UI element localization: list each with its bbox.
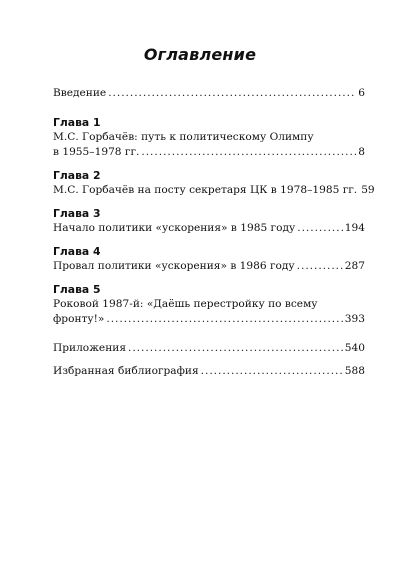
chapter-title-last-line [53, 221, 365, 236]
toc-chapter-5[interactable] [53, 282, 365, 327]
toc-page-number: 393 [344, 313, 365, 325]
dot-leader [128, 341, 343, 356]
chapter-number: Глава 2 [53, 169, 101, 182]
chapter-title-last-line [53, 259, 365, 274]
table-of-contents [53, 86, 375, 379]
toc-page-number: 8 [358, 146, 365, 158]
toc-chapter-4[interactable] [53, 244, 365, 274]
chapter-title-last-line [53, 312, 365, 327]
dot-leader [201, 364, 343, 379]
toc-chapter-3[interactable] [53, 206, 365, 236]
toc-page-number: 287 [344, 260, 365, 272]
chapter-title-line: Начало политики «ускорения» в 1985 году [53, 222, 296, 234]
toc-entry-intro[interactable] [53, 86, 365, 101]
chapter-number: Глава 3 [53, 207, 101, 220]
toc-page-number: 6 [358, 87, 365, 99]
dot-leader [297, 259, 343, 274]
toc-entry-label: Приложения [53, 342, 127, 354]
chapter-number: Глава 4 [53, 245, 101, 258]
chapter-title-line: фронту!» [53, 313, 105, 325]
chapter-title-line: М.С. Горбачёв: путь к политическому Олимпу [53, 131, 314, 143]
toc-entry-bibliography[interactable] [53, 364, 365, 379]
chapter-title-line: в 1955–1978 гг. [53, 146, 140, 158]
toc-page-number: 59 [361, 184, 375, 196]
toc-chapter-2[interactable] [53, 168, 375, 198]
toc-chapter-1[interactable] [53, 115, 365, 160]
chapter-title-line: Роковой 1987-й: «Даёшь перестройку по всему [53, 298, 318, 310]
dot-leader [106, 312, 342, 327]
toc-page-number: 588 [344, 365, 365, 377]
chapter-number: Глава 1 [53, 116, 101, 129]
toc-page-number: 540 [344, 342, 365, 354]
dot-leader [297, 221, 343, 236]
toc-entry-appendix[interactable] [53, 341, 365, 356]
chapter-title-line: М.С. Горбачёв на посту секретаря ЦК в 1978–1985 гг. [53, 184, 358, 196]
dot-leader [108, 86, 356, 101]
chapter-title-last-line [53, 145, 365, 160]
chapter-title-last-line [53, 183, 375, 198]
toc-title: Оглавление [143, 45, 257, 64]
chapter-title-line: Провал политики «ускорения» в 1986 году [53, 260, 295, 272]
toc-entry-label: Избранная библиография [53, 365, 199, 377]
dot-leader [141, 145, 356, 160]
toc-page-number: 194 [344, 222, 365, 234]
toc-entry-label: Введение [53, 87, 107, 99]
chapter-number: Глава 5 [53, 283, 101, 296]
